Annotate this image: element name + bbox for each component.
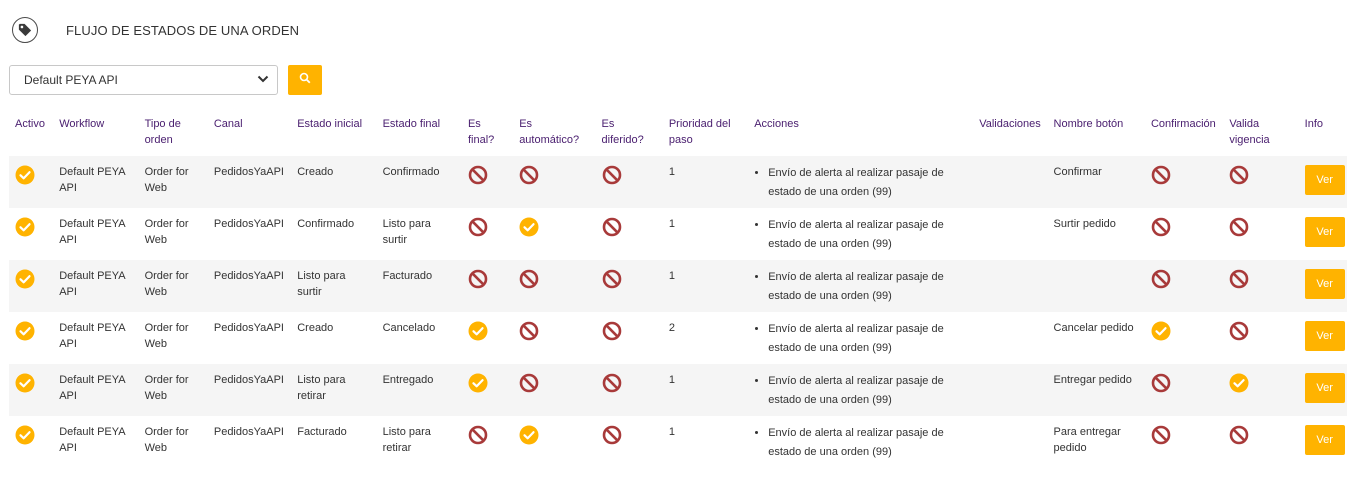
cell-validaciones <box>973 312 1047 364</box>
cell-prioridad <box>663 416 748 468</box>
ban-icon <box>468 217 488 237</box>
cell-prioridad <box>663 364 748 416</box>
cell-confirmacion <box>1145 260 1223 312</box>
cell-estado-inicial <box>291 208 376 260</box>
ban-icon <box>468 425 488 445</box>
action-item: • Envío de alerta al realizar pasaje de estado de una orden (99) <box>768 164 967 202</box>
cell-estado-inicial <box>291 364 376 416</box>
cell-valida-vigencia <box>1223 312 1298 364</box>
workflow-text: Default PEYA API <box>59 426 126 454</box>
cell-es-automatico <box>513 156 595 208</box>
col-header-info: Info <box>1304 118 1323 130</box>
check-circle-icon <box>519 217 539 237</box>
prioridad-text: 1 <box>668 166 675 178</box>
col-header-valida-vigencia: Valida vigencia <box>1229 118 1270 146</box>
col-header-tipo-orden: Tipo de orden <box>144 118 181 146</box>
cell-es-final <box>462 364 513 416</box>
cell-info <box>1299 156 1347 208</box>
search-button[interactable] <box>288 65 322 95</box>
ban-icon <box>1151 425 1171 445</box>
cell-tipo-orden <box>139 156 208 208</box>
cell-valida-vigencia <box>1223 156 1298 208</box>
estado-final-text: Listo para retirar <box>382 426 431 454</box>
workflow-select-value: Default PEYA API <box>24 73 118 87</box>
canal-text: PedidosYaAPI <box>213 426 284 438</box>
ban-icon <box>519 269 539 289</box>
cell-workflow <box>53 416 138 468</box>
ver-button[interactable]: Ver <box>1305 217 1345 247</box>
cell-confirmacion <box>1145 208 1223 260</box>
cell-workflow <box>53 312 138 364</box>
cell-estado-inicial <box>291 312 376 364</box>
ban-icon <box>1229 321 1249 341</box>
cell-estado-inicial <box>291 416 376 468</box>
actions-list <box>754 320 967 358</box>
cell-validaciones <box>973 364 1047 416</box>
estado-inicial-text: Creado <box>297 322 334 334</box>
ban-icon <box>519 373 539 393</box>
tipo-orden-text: Order for Web <box>144 166 189 194</box>
ban-icon <box>602 321 622 341</box>
ban-icon <box>1229 269 1249 289</box>
table-row <box>9 208 1347 260</box>
ban-icon <box>468 165 488 185</box>
cell-activo <box>9 416 53 468</box>
nombre-boton-text: Confirmar <box>1053 166 1102 178</box>
table-body <box>9 156 1347 468</box>
cell-workflow <box>53 208 138 260</box>
action-item: • Envío de alerta al realizar pasaje de estado de una orden (99) <box>768 372 967 410</box>
cell-activo <box>9 260 53 312</box>
cell-validaciones <box>973 416 1047 468</box>
actions-list <box>754 424 967 462</box>
table-row <box>9 260 1347 312</box>
nombre-boton-text: Para entregar pedido <box>1053 426 1121 454</box>
canal-text: PedidosYaAPI <box>213 322 284 334</box>
cell-prioridad <box>663 312 748 364</box>
prioridad-text: 1 <box>668 374 675 386</box>
workflow-text: Default PEYA API <box>59 270 126 298</box>
cell-estado-final <box>377 260 462 312</box>
cell-es-final <box>462 156 513 208</box>
table-row <box>9 156 1347 208</box>
tipo-orden-text: Order for Web <box>144 270 189 298</box>
tipo-orden-text: Order for Web <box>144 218 189 246</box>
estado-inicial-text: Facturado <box>297 426 347 438</box>
cell-tipo-orden <box>139 260 208 312</box>
cell-tipo-orden <box>139 364 208 416</box>
workflow-text: Default PEYA API <box>59 374 126 402</box>
canal-text: PedidosYaAPI <box>213 218 284 230</box>
cell-acciones <box>748 156 973 208</box>
ver-button[interactable]: Ver <box>1305 269 1345 299</box>
col-header-confirmacion: Confirmación <box>1150 118 1216 130</box>
col-header-acciones: Acciones <box>754 118 799 130</box>
cell-info <box>1299 260 1347 312</box>
cell-workflow <box>53 364 138 416</box>
cell-estado-final <box>377 208 462 260</box>
cell-info <box>1299 416 1347 468</box>
ver-button[interactable]: Ver <box>1305 321 1345 351</box>
check-circle-icon <box>15 269 35 289</box>
ban-icon <box>468 269 488 289</box>
cell-estado-final <box>377 364 462 416</box>
cell-confirmacion <box>1145 364 1223 416</box>
cell-es-diferido <box>596 312 663 364</box>
tipo-orden-text: Order for Web <box>144 426 189 454</box>
table-header-row <box>9 112 1347 156</box>
table-row <box>9 364 1347 416</box>
estado-final-text: Entregado <box>382 374 434 386</box>
prioridad-text: 1 <box>668 426 675 438</box>
check-circle-icon <box>519 425 539 445</box>
ban-icon <box>1151 217 1171 237</box>
cell-workflow <box>53 260 138 312</box>
cell-valida-vigencia <box>1223 208 1298 260</box>
page-header <box>12 14 299 46</box>
cell-canal <box>208 364 291 416</box>
estado-inicial-text: Listo para retirar <box>297 374 346 402</box>
ban-icon <box>1151 165 1171 185</box>
cell-estado-final <box>377 416 462 468</box>
ban-icon <box>1229 425 1249 445</box>
cell-tipo-orden <box>139 208 208 260</box>
cell-es-diferido <box>596 208 663 260</box>
cell-validaciones <box>973 260 1047 312</box>
ban-icon <box>1229 165 1249 185</box>
cell-confirmacion <box>1145 312 1223 364</box>
check-circle-icon <box>468 373 488 393</box>
prioridad-text: 1 <box>668 218 675 230</box>
cell-acciones <box>748 364 973 416</box>
estado-final-text: Listo para surtir <box>382 218 431 246</box>
cell-acciones <box>748 260 973 312</box>
cell-validaciones <box>973 156 1047 208</box>
estado-inicial-text: Listo para surtir <box>297 270 346 298</box>
cell-canal <box>208 416 291 468</box>
cell-info <box>1299 208 1347 260</box>
check-circle-icon <box>15 321 35 341</box>
tipo-orden-text: Order for Web <box>144 322 189 350</box>
ban-icon <box>1151 373 1171 393</box>
col-header-prioridad: Prioridad del paso <box>668 118 731 146</box>
check-circle-icon <box>15 165 35 185</box>
actions-list <box>754 216 967 254</box>
estado-inicial-text: Confirmado <box>297 218 355 230</box>
canal-text: PedidosYaAPI <box>213 166 284 178</box>
ban-icon <box>602 217 622 237</box>
cell-activo <box>9 156 53 208</box>
workflow-text: Default PEYA API <box>59 166 126 194</box>
actions-list <box>754 268 967 306</box>
actions-list <box>754 164 967 202</box>
check-circle-icon <box>468 321 488 341</box>
estado-final-text: Cancelado <box>382 322 436 334</box>
cell-confirmacion <box>1145 416 1223 468</box>
cell-es-automatico <box>513 416 595 468</box>
cell-estado-inicial <box>291 156 376 208</box>
ban-icon <box>1151 269 1171 289</box>
cell-acciones <box>748 208 973 260</box>
col-header-workflow: Workflow <box>59 118 105 130</box>
ver-button[interactable]: Ver <box>1305 373 1345 403</box>
cell-activo <box>9 208 53 260</box>
action-item: • Envío de alerta al realizar pasaje de estado de una orden (99) <box>768 424 967 462</box>
cell-canal <box>208 208 291 260</box>
cell-es-automatico <box>513 208 595 260</box>
col-header-activo: Activo <box>15 118 45 130</box>
prioridad-text: 1 <box>668 270 675 282</box>
estado-inicial-text: Creado <box>297 166 334 178</box>
cell-estado-inicial <box>291 260 376 312</box>
cell-canal <box>208 260 291 312</box>
cell-es-diferido <box>596 156 663 208</box>
canal-text: PedidosYaAPI <box>213 270 284 282</box>
cell-confirmacion <box>1145 156 1223 208</box>
cell-validaciones <box>973 208 1047 260</box>
nombre-boton-text: Cancelar pedido <box>1053 322 1134 334</box>
cell-es-automatico <box>513 312 595 364</box>
cell-es-final <box>462 312 513 364</box>
cell-es-final <box>462 416 513 468</box>
col-header-es-automatico: Es automático? <box>519 118 580 146</box>
workflow-text: Default PEYA API <box>59 218 126 246</box>
check-circle-icon <box>1229 373 1249 393</box>
col-header-canal: Canal <box>213 118 243 130</box>
cell-es-automatico <box>513 364 595 416</box>
cell-estado-final <box>377 312 462 364</box>
cell-tipo-orden <box>139 416 208 468</box>
cell-es-final <box>462 208 513 260</box>
filter-bar <box>9 65 322 95</box>
cell-nombre-boton <box>1048 156 1145 208</box>
chevron-down-icon <box>257 73 269 87</box>
action-item: • Envío de alerta al realizar pasaje de estado de una orden (99) <box>768 216 967 254</box>
cell-es-final <box>462 260 513 312</box>
col-header-estado-inicial: Estado inicial <box>297 118 363 130</box>
workflow-text: Default PEYA API <box>59 322 126 350</box>
prioridad-text: 2 <box>668 322 675 334</box>
cell-workflow <box>53 156 138 208</box>
check-circle-icon <box>15 373 35 393</box>
cell-activo <box>9 364 53 416</box>
workflow-select[interactable] <box>9 65 278 95</box>
nombre-boton-text: Entregar pedido <box>1053 374 1132 386</box>
cell-es-diferido <box>596 364 663 416</box>
ban-icon <box>1229 217 1249 237</box>
cell-nombre-boton <box>1048 208 1145 260</box>
ver-button[interactable]: Ver <box>1305 165 1345 195</box>
cell-info <box>1299 364 1347 416</box>
cell-estado-final <box>377 156 462 208</box>
cell-tipo-orden <box>139 312 208 364</box>
ban-icon <box>519 165 539 185</box>
nombre-boton-text: Surtir pedido <box>1053 218 1116 230</box>
workflow-table <box>9 112 1347 468</box>
estado-final-text: Confirmado <box>382 166 440 178</box>
cell-nombre-boton <box>1048 416 1145 468</box>
col-header-estado-final: Estado final <box>382 118 441 130</box>
cell-info <box>1299 312 1347 364</box>
cell-canal <box>208 312 291 364</box>
tipo-orden-text: Order for Web <box>144 374 189 402</box>
cell-nombre-boton <box>1048 312 1145 364</box>
cell-acciones <box>748 416 973 468</box>
col-header-validaciones: Validaciones <box>979 118 1041 130</box>
table-row <box>9 312 1347 364</box>
check-circle-icon <box>1151 321 1171 341</box>
col-header-es-final: Es final? <box>467 118 495 146</box>
check-circle-icon <box>15 217 35 237</box>
search-icon <box>299 71 311 89</box>
canal-text: PedidosYaAPI <box>213 374 284 386</box>
cell-activo <box>9 312 53 364</box>
action-item: • Envío de alerta al realizar pasaje de estado de una orden (99) <box>768 320 967 358</box>
table-row <box>9 416 1347 468</box>
cell-es-automatico <box>513 260 595 312</box>
cell-prioridad <box>663 260 748 312</box>
ban-icon <box>519 321 539 341</box>
ver-button[interactable]: Ver <box>1305 425 1345 455</box>
cell-valida-vigencia <box>1223 260 1298 312</box>
cell-nombre-boton <box>1048 260 1145 312</box>
cell-valida-vigencia <box>1223 416 1298 468</box>
ban-icon <box>602 425 622 445</box>
ban-icon <box>602 269 622 289</box>
col-header-es-diferido: Es diferido? <box>601 118 644 146</box>
cell-es-diferido <box>596 260 663 312</box>
page-title: FLUJO DE ESTADOS DE UNA ORDEN <box>66 22 300 38</box>
ban-icon <box>602 373 622 393</box>
cell-canal <box>208 156 291 208</box>
cell-nombre-boton <box>1048 364 1145 416</box>
check-circle-icon <box>15 425 35 445</box>
cell-acciones <box>748 312 973 364</box>
cell-prioridad <box>663 208 748 260</box>
actions-list <box>754 372 967 410</box>
cell-es-diferido <box>596 416 663 468</box>
action-item: • Envío de alerta al realizar pasaje de estado de una orden (99) <box>768 268 967 306</box>
estado-final-text: Facturado <box>382 270 433 282</box>
col-header-nombre-boton: Nombre botón <box>1053 118 1124 130</box>
cell-prioridad <box>663 156 748 208</box>
ban-icon <box>602 165 622 185</box>
tag-icon <box>12 17 38 43</box>
cell-valida-vigencia <box>1223 364 1298 416</box>
